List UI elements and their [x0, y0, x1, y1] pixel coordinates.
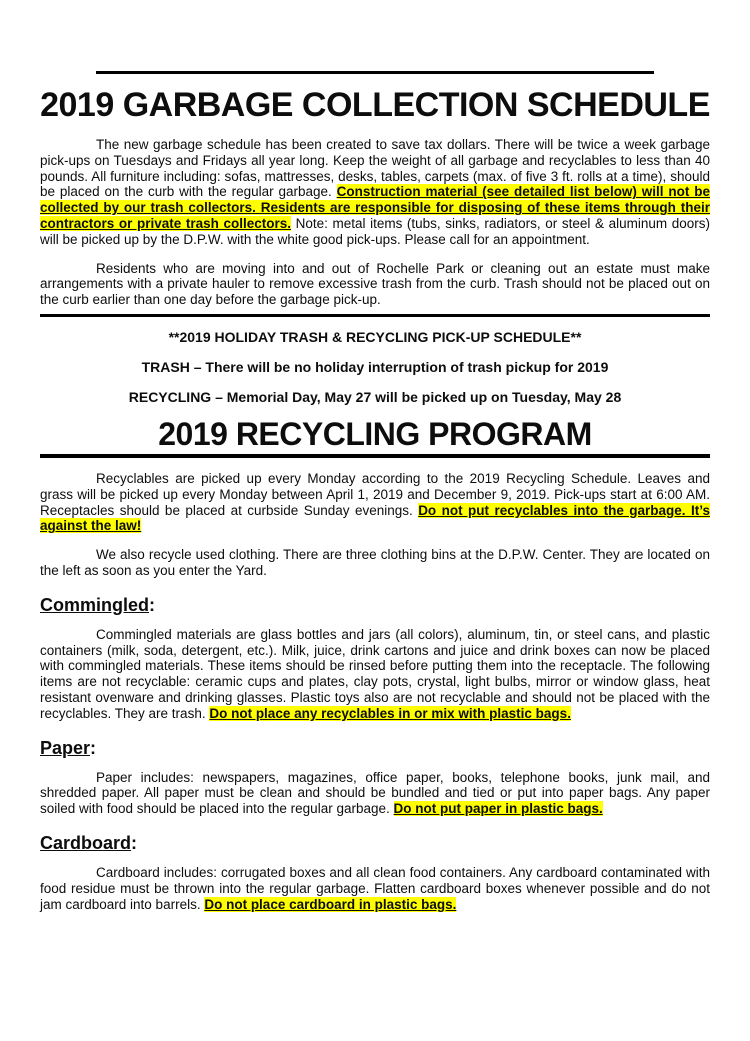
section-divider-rule: [40, 314, 710, 317]
paragraph-text: Commingled materials are glass bottles and jars (all colors), aluminum, tin, or steel cans, and plastic containers (milk, soda, detergent, etc.). Milk, juice, drink cartons and juice and drink boxes can now be placed with commingled materials. These items should be rinsed before putting them into the receptacle. The following items are not recyclable: ceramic cups and plates, clay pots, crystal, light bulbs, mirror or window glass, heat resistant ovenware and drinking glasses. Plastic toys also are not recyclable and should not be placed with the recyclables. They are trash.: [40, 626, 710, 721]
paragraph-text: Residents who are moving into and out of Rochelle Park or cleaning out an estate must make arrangements with a private hauler to remove excessive trash from the curb. Trash should not be placed out on the curb earlier than one day before the garbage pick-up.: [40, 260, 710, 308]
section-heading-colon: :: [131, 832, 138, 853]
highlighted-warning-text: Do not put recyclables into the garbage. It’s against the law!: [40, 502, 710, 534]
paragraph-text: We also recycle used clothing. There are three clothing bins at the D.P.W. Center. They are located on the left as soon as you enter the Yard.: [40, 547, 710, 578]
holiday-schedule-heading: **2019 HOLIDAY TRASH & RECYCLING PICK-UP SCHEDULE**: [168, 328, 582, 345]
highlighted-warning-text: Do not put paper in plastic bags.: [393, 801, 603, 817]
clothing-paragraph: [40, 547, 710, 579]
section-heading-label: Paper: [40, 737, 91, 758]
intro-paragraph: [40, 137, 710, 248]
section-heading-label: Commingled: [40, 594, 150, 615]
paragraph-text: The new garbage schedule has been created to save tax dollars. There will be twice a week garbage pick-ups on Tuesdays and Fridays all year long. Keep the weight of all garbage and recyclables to less than 40 pounds. All furniture including: sofas, mattresses, desks, tables, carpets (max. of five 3 ft. rolls at a time), should be placed on the curb with the regular garbage.: [40, 137, 710, 200]
holiday-recycling-line: RECYCLING – Memorial Day, May 27 will be picked up on Tuesday, May 28: [128, 388, 622, 405]
paragraph-text: Recyclables are picked up every Monday according to the 2019 Recycling Schedule. Leaves and grass will be picked up every Monday between April 1, 2019 and December 9, 2019. Pick-ups start at 6:00 AM. Receptacles should be placed at curbside Sunday evenings.: [40, 470, 710, 518]
highlighted-warning-text: Do not place cardboard in plastic bags.: [204, 896, 457, 912]
document-page: [0, 71, 750, 1041]
garbage-schedule-title: 2019 GARBAGE COLLECTION SCHEDULE: [40, 86, 710, 124]
paper-section-heading: [40, 738, 710, 759]
highlighted-warning-text: Do not place any recyclables in or mix with plastic bags.: [209, 705, 571, 721]
commingled-paragraph: [40, 627, 710, 722]
highlighted-warning-text: Construction material (see detailed list below) will not be collected by our trash collectors. Residents are responsible for disposing of these items through their contractors or private trash collectors.: [40, 184, 710, 231]
holiday-trash-line: TRASH – There will be no holiday interruption of trash pickup for 2019: [141, 358, 609, 375]
section-cardboard: [40, 833, 710, 912]
cardboard-paragraph: [40, 865, 710, 912]
estate-paragraph: [40, 261, 710, 308]
recycling-intro-paragraph: [40, 471, 710, 534]
paragraph-text: Paper includes: newspapers, magazines, office paper, books, telephone books, junk mail, and shredded paper. All paper must be clean and should be bundled and tied or put into paper bags. Any paper soiled with food should be placed into the regular garbage.: [40, 769, 710, 817]
paragraph-text: Note: metal items (tubs, sinks, radiators, or steel & aluminum doors) will be picked up by the D.P.W. with the white good pick-ups. Please call for an appointment.: [40, 215, 710, 247]
section-heading-colon: :: [149, 594, 156, 615]
section-paper: [40, 738, 710, 817]
recycling-program-title: 2019 RECYCLING PROGRAM: [158, 415, 592, 452]
section-heading-label: Cardboard: [40, 832, 132, 853]
recycling-title-rule: [40, 454, 710, 458]
section-heading-colon: :: [90, 737, 97, 758]
paragraph-text: Cardboard includes: corrugated boxes and all clean food containers. Any cardboard contaminated with food residue must be thrown into the regular garbage. Flatten cardboard boxes whenever possible and do not jam cardboard into barrels.: [40, 864, 710, 912]
section-commingled: [40, 595, 710, 722]
cardboard-section-heading: [40, 833, 710, 854]
commingled-section-heading: [40, 595, 710, 616]
top-rule: [96, 71, 654, 74]
paper-paragraph: [40, 770, 710, 817]
